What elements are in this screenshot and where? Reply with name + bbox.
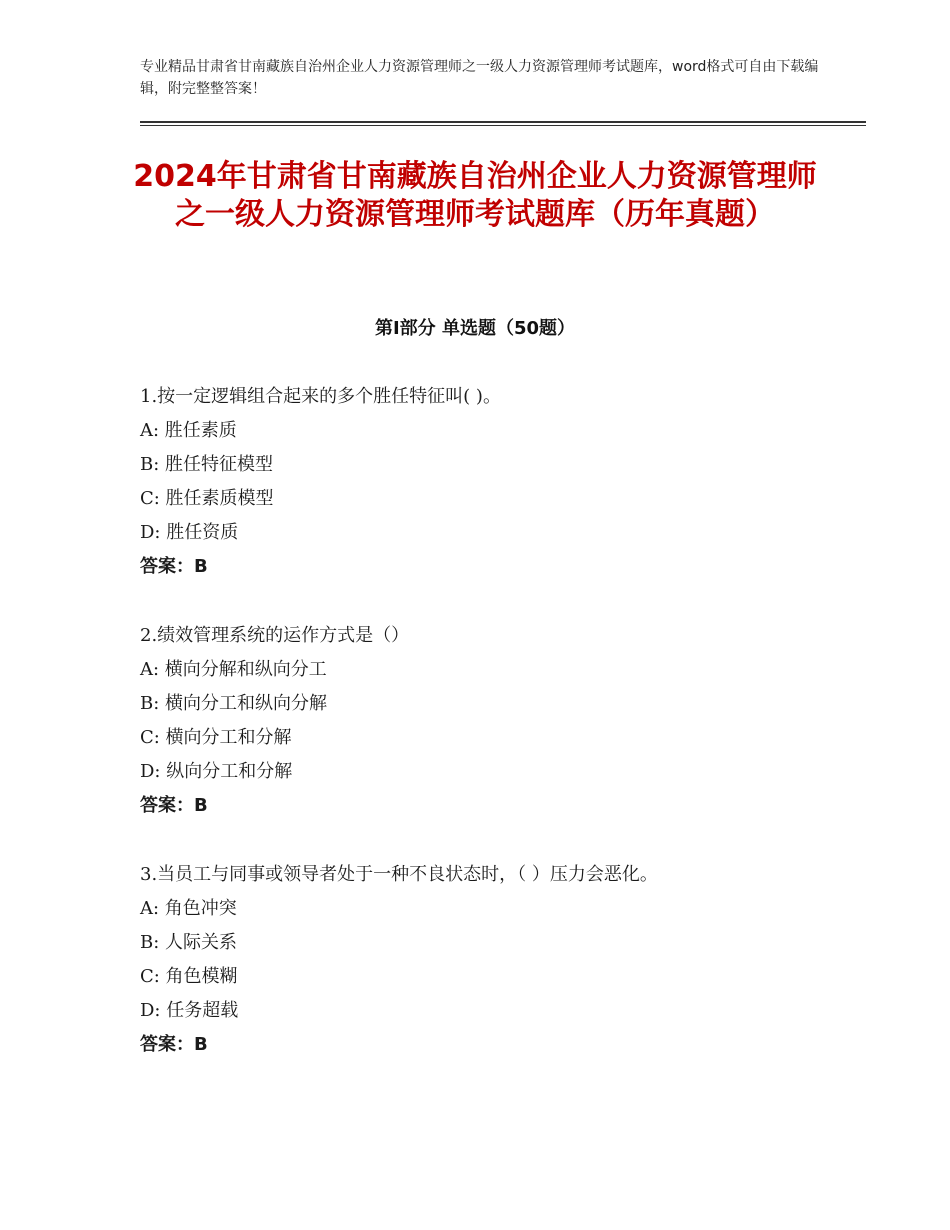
question-stem: 3.当员工与同事或领导者处于一种不良状态时，（ ）压力会恶化。 bbox=[140, 864, 658, 885]
question-stem: 1.按一定逻辑组合起来的多个胜任特征叫( )。 bbox=[140, 386, 501, 407]
answer: 答案：B bbox=[140, 795, 208, 816]
header-note: 专业精品甘肃省甘南藏族自治州企业人力资源管理师之一级人力资源管理师考试题库，word格式可自由下载编辑，附完整整答案！ bbox=[140, 59, 819, 97]
answer: 答案：B bbox=[140, 1034, 208, 1055]
header-rule-thin bbox=[140, 125, 866, 126]
question-list bbox=[140, 380, 860, 1097]
question-1 bbox=[140, 380, 860, 584]
question-2 bbox=[140, 619, 860, 823]
option-d: D: 胜任资质 bbox=[140, 522, 239, 543]
option-a: A: 胜任素质 bbox=[140, 420, 237, 441]
option-c: C: 角色模糊 bbox=[140, 966, 238, 987]
question-3 bbox=[140, 858, 860, 1062]
answer: 答案：B bbox=[140, 556, 208, 577]
option-a: A: 角色冲突 bbox=[140, 898, 237, 919]
option-c: C: 胜任素质模型 bbox=[140, 488, 274, 509]
section-title: 第Ⅰ部分 单选题（50题） bbox=[374, 318, 575, 339]
option-b: B: 胜任特征模型 bbox=[140, 454, 274, 475]
option-b: B: 人际关系 bbox=[140, 932, 238, 953]
option-d: D: 任务超载 bbox=[140, 1000, 239, 1021]
option-d: D: 纵向分工和分解 bbox=[140, 761, 293, 782]
option-a: A: 横向分解和纵向分工 bbox=[140, 659, 327, 680]
document-title: 2024年甘肃省甘南藏族自治州企业人力资源管理师之一级人力资源管理师考试题库（历年真题） bbox=[133, 159, 817, 232]
header-rule-thick bbox=[140, 121, 866, 123]
option-c: C: 横向分工和分解 bbox=[140, 727, 292, 748]
option-b: B: 横向分工和纵向分解 bbox=[140, 693, 328, 714]
question-stem: 2.绩效管理系统的运作方式是（） bbox=[140, 625, 410, 646]
